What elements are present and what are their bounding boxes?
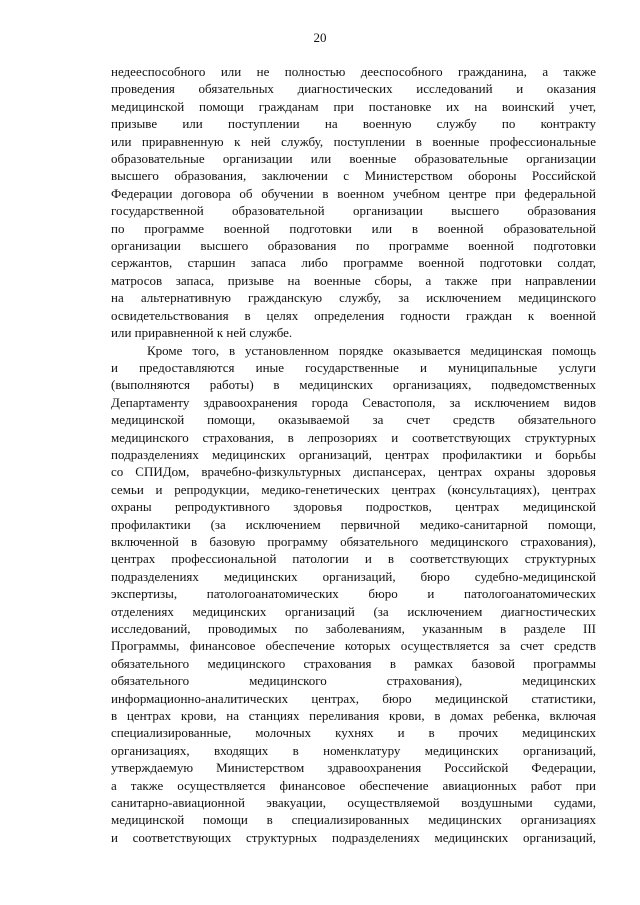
text-line: обязательного медицинского страхования в рамках базовой программы [111,655,596,671]
text-line: высшего образования, заключении с Министерством обороны Российской [111,168,596,184]
text-line: подразделениях медицинских организаций, центрах профилактики и борьбы [111,446,596,462]
text-line: медицинской помощи в специализированных медицинских организациях [111,812,596,828]
text-line: со СПИДом, врачебно-физкультурных диспансерах, центрах охраны здоровья [111,464,596,480]
text-line: матросов запаса, призыве на военные сборы, а также при направлении [111,272,596,288]
paragraph-1 [111,63,596,342]
text-line: или приравненную к ней службу, поступлении в военные профессиональные [111,133,596,149]
text-line: исследований, проводимых по заболеваниям, указанным в разделе III [111,621,596,636]
text-line: отделениях медицинских организаций (за исключением диагностических [111,603,596,619]
text-line: а также осуществляется финансовое обеспечение авиационных работ при [111,777,596,793]
text-line: Программы, финансовое обеспечение которых осуществляется за счет средств [111,638,596,654]
text-line: недееспособного или не полностью дееспособного гражданина, а также [111,64,596,79]
text-line: Департаменту здравоохранения города Севастополя, за исключением видов [111,394,596,410]
text-line: утверждаемую Министерством здравоохранения Российской Федерации, [111,760,596,776]
text-line: организациях, входящих в номенклатуру медицинских организаций, [111,742,596,758]
text-line: обязательного медицинского страхования), медицинских [111,673,596,689]
text-line: медицинской помощи гражданам при постановке их на воинский учет, [111,98,596,114]
text-line: медицинской помощи, оказываемой за счет средств обязательного [111,412,596,428]
text-line: проведения обязательных диагностических исследований и оказания [111,81,596,97]
text-line: профилактики (за исключением первичной медико-санитарной помощи, [111,516,596,532]
text-line: (выполняются работы) в медицинских организациях, подведомственных [111,377,596,393]
text-line: экспертизы, патологоанатомических бюро и патологоанатомических [111,586,596,602]
text-line: подразделениях медицинских организаций, бюро судебно-медицинской [111,568,596,584]
text-line: организации высшего образования по программе военной подготовки [111,238,596,254]
document-body [111,63,596,846]
text-line: Кроме того, в установленном порядке оказывается медицинская помощь [147,342,596,358]
text-line: сержантов, старшин запаса либо программе военной подготовки солдат, [111,255,596,271]
text-line: освидетельствования в целях определения годности граждан к военной [111,307,596,323]
text-line: медицинского страхования, в лепрозориях и соответствующих структурных [111,429,596,445]
paragraph-2 [111,342,596,847]
text-line: по программе военной подготовки или в военной образовательной [111,220,596,236]
text-line: призыве или поступлении на военную службу по контракту [111,116,596,132]
text-line: и предоставляются иные государственные и муниципальные услуги [111,359,596,375]
text-line: государственной образовательной организации высшего образования [111,203,596,219]
text-line: семьи и репродукции, медико-генетических центрах (консультациях), центрах [111,481,596,497]
text-line: Федерации договора об обучении в военном учебном центре при федеральной [111,185,596,201]
text-line: специализированные, молочных кухнях и в прочих медицинских [111,725,596,741]
text-line: включенной в базовую программу обязательного медицинского страхования), [111,533,596,549]
text-line: санитарно-авиационной эвакуации, осуществляемой воздушными судами, [111,795,596,811]
text-line: в центрах крови, на станциях переливания крови, в домах ребенка, включая [111,708,596,724]
text-line: информационно-аналитических центрах, бюро медицинской статистики, [111,690,596,706]
text-line: и соответствующих структурных подразделениях медицинских организаций, [111,829,596,845]
page-number: 20 [313,30,327,45]
text-line: охраны репродуктивного здоровья подростков, центрах медицинской [111,499,596,515]
text-line: центрах профессиональной патологии и в соответствующих структурных [111,551,596,567]
text-line: образовательные организации или военные образовательные организации [111,151,596,167]
text-line: или приравненной к ней службе. [111,325,293,341]
text-line: на альтернативную гражданскую службу, за исключением медицинского [111,290,596,306]
